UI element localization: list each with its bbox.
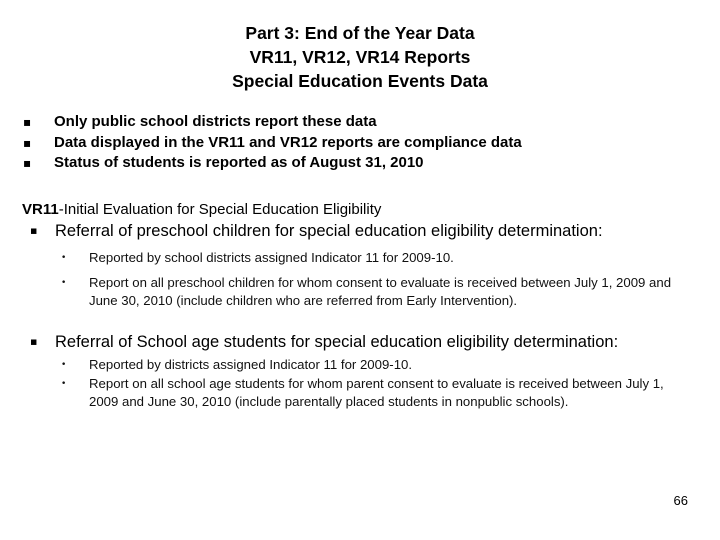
- detail-bullet-text: Report on all school age students for whom parent consent to evaluate is received between July 1, 2009 and June 30, 2010 (include parentally placed students in nonpublic schools).: [89, 375, 664, 409]
- section-detail-list-schoolage: [58, 356, 678, 412]
- vr11-code-label: VR11: [22, 201, 59, 218]
- dot-bullet-icon: •: [61, 253, 67, 263]
- intro-bullet-item: [22, 112, 692, 133]
- dot-bullet-icon: •: [61, 360, 67, 370]
- square-bullet-icon: ▪: [30, 224, 38, 237]
- detail-bullet-item: [58, 375, 678, 412]
- slide-title-line-2: VR11, VR12, VR14 Reports: [249, 47, 471, 67]
- slide-title: [0, 21, 720, 93]
- square-bullet-icon: ▪: [23, 135, 32, 150]
- section-detail-list-preschool: [58, 249, 678, 311]
- square-bullet-icon: ▪: [23, 156, 32, 170]
- vr11-heading-rest: -Initial Evaluation for Special Education Eligibility: [58, 201, 382, 218]
- page-number: 66: [673, 493, 688, 508]
- detail-bullet-text: Reported by districts assigned Indicator 11 for 2009-10.: [89, 357, 413, 372]
- intro-bullet-text: Status of students is reported as of August 31, 2010: [54, 154, 424, 171]
- intro-bullet-item: [22, 153, 692, 174]
- dot-bullet-icon: •: [61, 277, 67, 288]
- square-bullet-icon: ▪: [30, 335, 38, 348]
- vr11-section-heading: [22, 200, 381, 220]
- detail-bullet-text: Reported by school districts assigned Indicator 11 for 2009-10.: [89, 250, 454, 265]
- slide-title-line-1: Part 3: End of the Year Data: [245, 23, 475, 43]
- detail-bullet-item: [58, 249, 678, 268]
- detail-bullet-item: [58, 274, 678, 311]
- section-heading-text: Referral of preschool children for special education eligibility determination:: [55, 222, 603, 240]
- dot-bullet-icon: •: [61, 378, 67, 389]
- intro-bullet-item: [22, 133, 692, 154]
- section-heading-preschool: [22, 220, 702, 242]
- slide-title-line-3: Special Education Events Data: [232, 71, 488, 91]
- section-heading-text: Referral of School age students for special education eligibility determination:: [55, 333, 619, 351]
- detail-bullet-text: Report on all preschool children for whom consent to evaluate is received between July 1, 2009 and June 30, 2010 (include children who are referred from Early Intervention).: [89, 274, 672, 308]
- section-heading-schoolage: [22, 331, 702, 353]
- intro-bullet-text: Data displayed in the VR11 and VR12 reports are compliance data: [54, 133, 522, 151]
- intro-bullet-list: [22, 112, 692, 174]
- intro-bullet-text: Only public school districts report these data: [54, 113, 377, 130]
- detail-bullet-item: [58, 356, 678, 375]
- square-bullet-icon: ▪: [23, 115, 32, 129]
